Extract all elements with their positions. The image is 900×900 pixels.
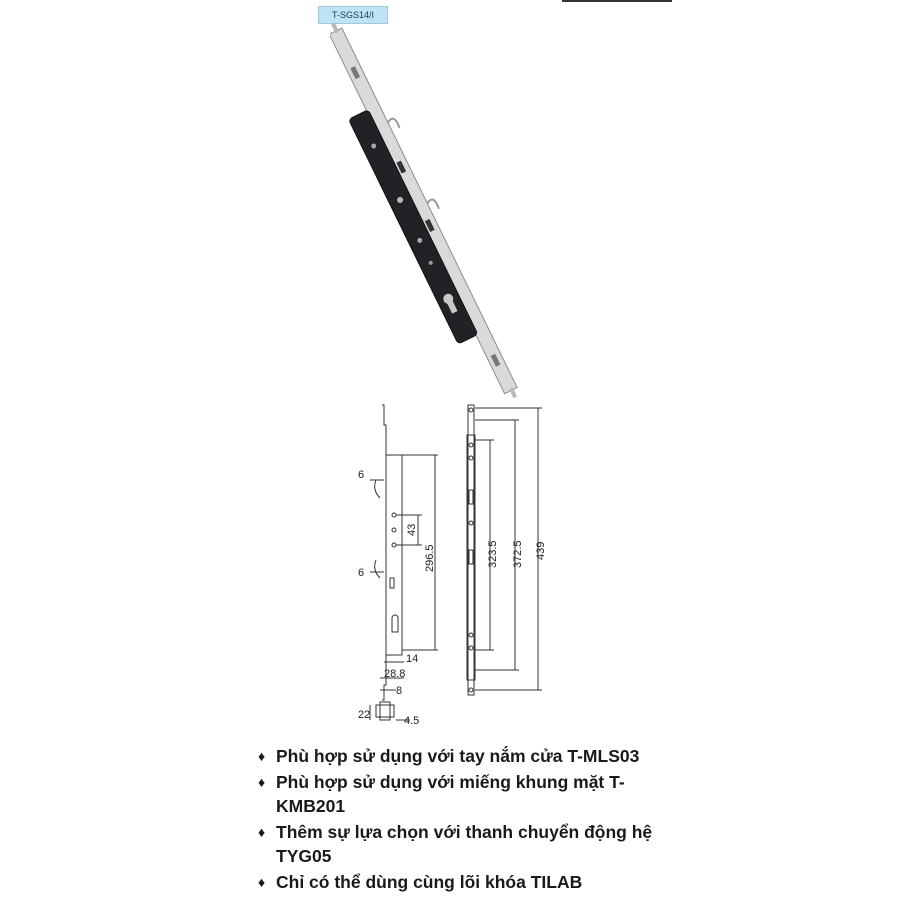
- dim-catch-bottom: 6: [358, 567, 365, 579]
- dim-height-left: 296.5: [424, 544, 436, 572]
- diamond-bullet-icon: ♦: [258, 774, 266, 790]
- dim-372-5: 372.5: [512, 540, 524, 568]
- feature-text: Phù hợp sử dụng với miếng khung mặt T-KMB201: [276, 772, 625, 816]
- feature-item: [258, 870, 678, 894]
- dim-323-5: 323.5: [487, 540, 499, 568]
- dim-439: 439: [535, 541, 547, 560]
- feature-item: [258, 744, 678, 768]
- technical-drawing: [340, 400, 580, 730]
- top-divider: [562, 0, 672, 2]
- feature-text: Chỉ có thể dùng cùng lõi khóa TILAB: [276, 872, 583, 892]
- model-tag: T-SGS14/I: [318, 6, 388, 24]
- dim-4-5: 4.5: [404, 715, 420, 727]
- lock-product-image: [330, 20, 550, 400]
- diamond-bullet-icon: ♦: [258, 824, 266, 840]
- feature-item: [258, 820, 678, 868]
- feature-text: Phù hợp sử dụng với tay nắm cửa T-MLS03: [276, 746, 640, 766]
- dim-backset: 28.8: [384, 668, 406, 680]
- feature-list: [258, 744, 678, 896]
- feature-text: Thêm sự lựa chọn với thanh chuyển động hệ TYG05: [276, 822, 653, 866]
- dim-spacing: 43: [406, 523, 418, 536]
- dim-22: 22: [358, 709, 371, 721]
- dim-catch-top: 6: [358, 469, 365, 481]
- diamond-bullet-icon: ♦: [258, 748, 266, 764]
- dim-8: 8: [396, 685, 403, 697]
- diamond-bullet-icon: ♦: [258, 874, 266, 890]
- dim-14: 14: [406, 653, 419, 665]
- feature-item: [258, 770, 678, 818]
